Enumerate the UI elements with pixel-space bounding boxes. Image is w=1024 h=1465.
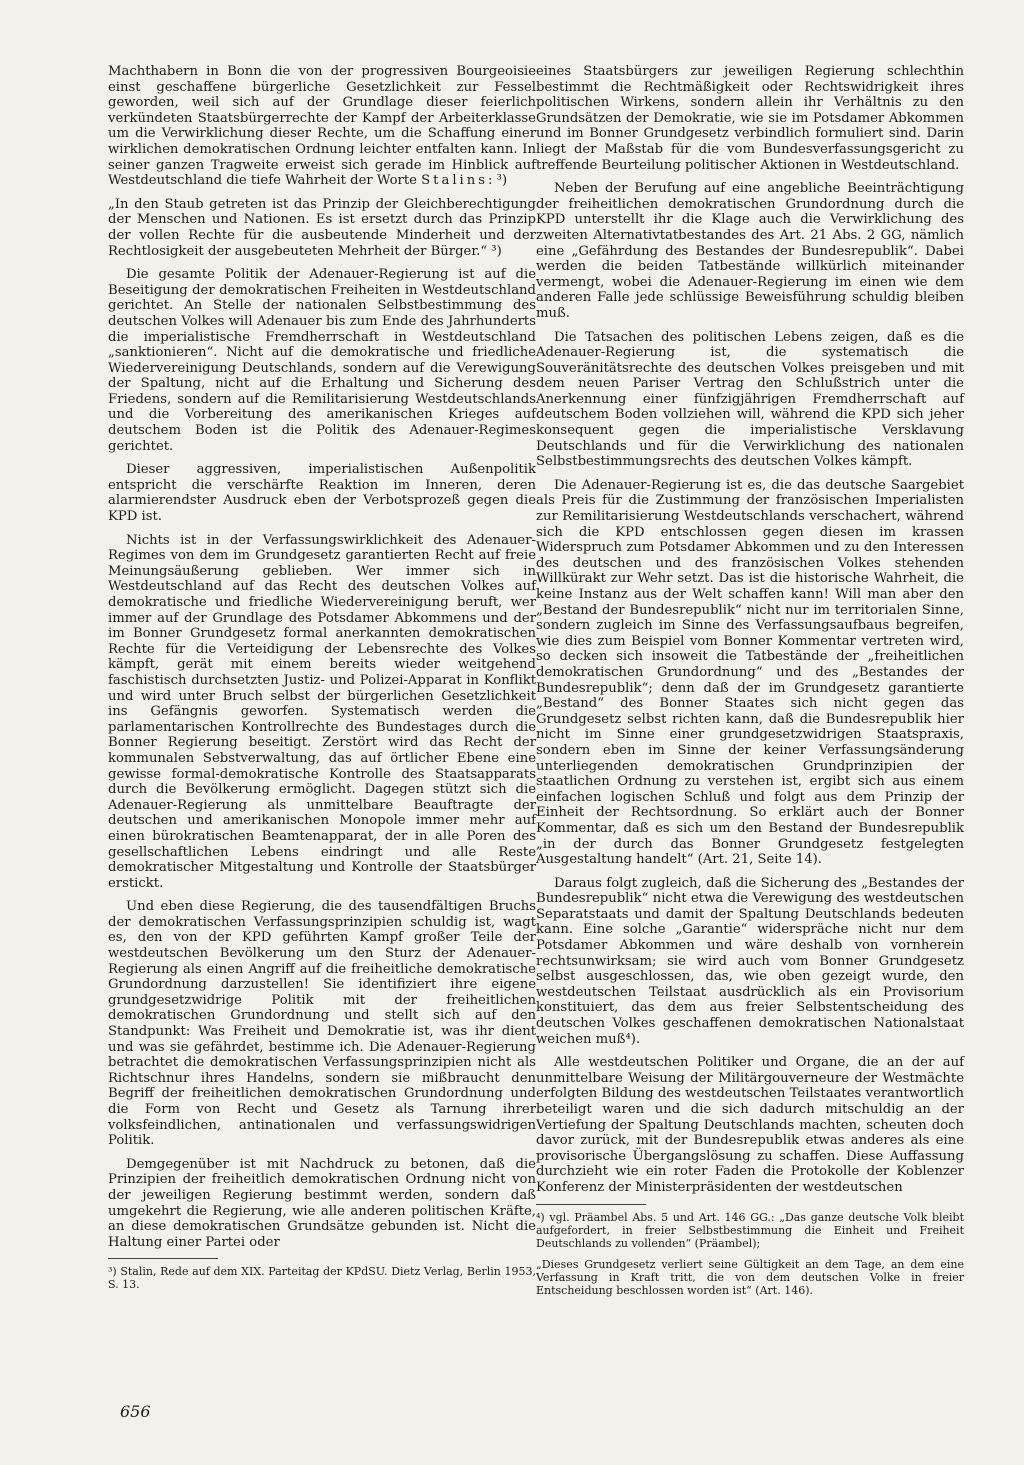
paragraph: Neben der Berufung auf eine angebliche Beeinträchtigung der freiheitlichen demokratischen Grundordnung durch die KPD unterstellt ihr die Klage auch die Verwirklichung des zweiten Alternativtatbestandes des Art. 21 Abs. 2 GG, nämlich eine „Gefährdung des Bestandes der Bundesrepublik“. Dabei werden die beiden Tatbestände willkürlich miteinander vermengt, wobei die Adenauer-Regierung im einen wie dem anderen Falle jede schlüssige Beweisführung schuldig bleiben muß. (536, 181, 964, 321)
right-column (536, 64, 964, 1305)
page-number: 656 (120, 1402, 151, 1421)
footnote-divider (108, 1258, 218, 1259)
block-quote: „In den Staub getreten ist das Prinzip der Gleichberechtigung der Menschen und Nationen. Es ist ersetzt durch das Prinzip der vollen Rechte für die ausbeutende Minderheit und der Rechtlosigkeit der ausgebeuteten Mehrheit der Bürger.“ ³) (108, 196, 536, 259)
left-column (108, 64, 536, 1299)
paragraph: Alle westdeutschen Politiker und Organe, die an der auf unmittelbare Weisung der Militärgouverneure der Westmächte erfolgten Bildung des westdeutschen Teilstaates verantwortlich beteiligt waren und die sich dadurch mitschuldig an der Vertiefung der Spaltung Deutschlands machten, scheuten doch davor zurück, mit der Bundesrepublik etwas anderes als eine provisorische Übergangslösung zu schaffen. Diese Auffassung durchzieht wie ein roter Faden die Protokolle der Koblenzer Konferenz der Ministerpräsidenten der westdeutschen (536, 1055, 964, 1195)
paragraph: Machthabern in Bonn die von der progressiven Bourgeoisie einst geschaffene bürgerliche Gesetzlichkeit zur Fessel geworden, weil sich auf der Grundlage dieser feierlich verkündeten Staatsbürgerrechte der Kampf der Arbeiterklasse um die Verwirklichung dieser Rechte, um die Schaffung einer wirklichen demokratischen Ordnung leichter entfalten kann. In seiner ganzen Tragweite erweist sich gerade im Hinblick auf Westdeutschland die tiefe Wahrheit der Worte Stalins: ³) (108, 64, 536, 189)
paragraph: Nichts ist in der Verfassungswirklichkeit des Adenauer-Regimes von dem im Grundgesetz garantierten Recht auf freie Meinungsäußerung geblieben. Wer immer sich in Westdeutschland auf das Recht des deutschen Volkes auf demokratische und friedliche Wiedervereinigung beruft, wer immer auf der Grundlage des Potsdamer Abkommens und der im Bonner Grundgesetz formal anerkannten demokratischen Rechte für die Verteidigung der Lebensrechte des Volkes kämpft, gerät mit einem bereits wieder weitgehend faschistisch durchsetzten Justiz- und Polizei-Apparat in Konflikt und wird unter Bruch selbst der bürgerlichen Gesetzlichkeit ins Gefängnis geworfen. Systematisch werden die parlamentarischen Kontrollrechte des Bundestages durch die Bonner Regierung beseitigt. Zerstört wird das Recht der kommunalen Sebstverwaltung, das auf örtlicher Ebene eine gewisse formal-demokratische Kontrolle des Staatsapparats durch die Bevölkerung ermöglicht. Dagegen stützt sich die Adenauer-Regierung als unmittelbare Beauftragte der deutschen und amerikanischen Monopole immer mehr auf einen bürokratischen Beamtenapparat, der in alle Poren des gesellschaftlichen Lebens eindringt und alle Reste demokratischer Mitgestaltung und Kontrolle der Staatsbürger erstickt. (108, 532, 536, 891)
paragraph: Die Adenauer-Regierung ist es, die das deutsche Saargebiet als Preis für die Zustimmung der französischen Imperialisten zur Remilitarisierung Westdeutschlands verschachert, während sich die KPD entschlossen gegen diesen im krassen Widerspruch zum Potsdamer Abkommen und zu den Interessen des deutschen und des französischen Volkes stehenden Willkürakt zur Wehr setzt. Das ist die historische Wahrheit, die keine Instanz aus der Welt schaffen kann! Will man aber den „Bestand der Bundesrepublik“ nicht nur im territorialen Sinne, sondern zugleich im Sinne des Verfassungsaufbaus begreifen, wie dies zum Beispiel vom Bonner Kommentar vertreten wird, so decken sich insoweit die Tatbestände der „freiheitlichen demokratischen Grundordnung“ und des „Bestandes der Bundesrepublik“; denn daß der im Grundgesetz garantierte „Bestand“ des Bonner Staates sich nicht gegen das Grundgesetz selbst richten kann, daß die Bundesrepublik hier nicht im Sinne einer grundgesetzwidrigen Staatspraxis, sondern eben im Sinne der keiner Verfassungsänderung unterliegenden demokratischen Grundprinzipien der staatlichen Ordnung zu verstehen ist, ergibt sich aus einem einfachen logischen Schluß und folgt aus dem Prinzip der Einheit der Rechtsordnung. So erklärt auch der Bonner Kommentar, daß es sich um den Bestand der Bundesrepublik „in der durch das Bonner Grundgesetz festgelegten Ausgestaltung handelt“ (Art. 21, Seite 14). (536, 477, 964, 868)
paragraph: Und eben diese Regierung, die des tausendfältigen Bruchs der demokratischen Verfassungsprinzipien schuldig ist, wagt es, den von der KPD geführten Kampf großer Teile der westdeutschen Bevölkerung um den Sturz der Adenauer-Regierung als einen Angriff auf die freiheitliche demokratische Grundordnung darzustellen! Sie identifiziert ihre eigene grundgesetzwidrige Politik mit der freiheitlichen demokratischen Grundordnung und stellt sich auf den Standpunkt: Was Freiheit und Demokratie ist, was ihr dient und was sie gefährdet, bestimme ich. Die Adenauer-Regierung betrachtet die demokratischen Verfassungsprinzipien nicht als Richtschnur ihres Handelns, sondern sie mißbraucht den Begriff der freiheitlichen demokratischen Grundordnung und die Form von Recht und Gesetz als Tarnung ihrer volksfeindlichen, antinationalen und verfassungswidrigen Politik. (108, 899, 536, 1149)
footnote: ³) Stalin, Rede auf dem XIX. Parteitag der KPdSU. Dietz Verlag, Berlin 1953, S. 13. (108, 1265, 536, 1292)
footnote-divider (536, 1204, 646, 1205)
emphasized-name: Stalins (421, 173, 489, 189)
footnote: ⁴) vgl. Präambel Abs. 5 und Art. 146 GG.: „Das ganze deutsche Volk bleibt aufgefordert, in freier Selbstbestimmung die Einheit und Freiheit Deutschlands zu vollenden“ (Präambel); (536, 1210, 964, 1250)
paragraph: eines Staatsbürgers zur jeweiligen Regierung schlechthin bestimmt die Rechtmäßigkeit oder Rechtswidrigkeit ihres politischen Wirkens, sondern allein ihr Verhältnis zu den Grundsätzen der Demokratie, wie sie im Potsdamer Abkommen und im Bonner Grundgesetz verbindlich formuliert sind. Darin liegt der Maßstab für die vom Bundesverfassungsgericht zu treffende Beurteilung politischer Aktionen in Westdeutschland. (536, 64, 964, 173)
paragraph: Demgegenüber ist mit Nachdruck zu betonen, daß die Prinzipien der freiheitlich demokratischen Ordnung nicht von der jeweiligen Regierung bestimmt werden, sondern daß umgekehrt die Regierung, wie alle anderen politischen Kräfte, an diese demokratischen Grundsätze gebunden ist. Nicht die Haltung einer Partei oder (108, 1156, 536, 1250)
paragraph: Daraus folgt zugleich, daß die Sicherung des „Bestandes der Bundesrepublik“ nicht etwa die Verewigung des westdeutschen Separatstaats und damit der Spaltung Deutschlands bedeuten kann. Eine solche „Garantie“ widerspräche nicht nur dem Potsdamer Abkommen und wäre deshalb von vornherein rechtsunwirksam; sie wird auch vom Bonner Grundgesetz selbst ausgeschlossen, das, wie oben gezeigt wurde, den westdeutschen Teilstaat ausdrücklich als ein Provisorium konstituiert, das dem aus freier Selbstentscheidung des deutschen Volkes geschaffenen demokratischen Nationalstaat weichen muß⁴). (536, 875, 964, 1047)
paragraph: Die Tatsachen des politischen Lebens zeigen, daß es die Adenauer-Regierung ist, die systematisch die Souveränitätsrechte des deutschen Volkes preisgeben und mit dem neuen Pariser Vertrag den Schlußstrich unter die Anerkennung einer fünfzigjährigen Fremdherrschaft auf deutschem Boden vollziehen will, während die KPD sich jeher konsequent gegen die imperialistische Versklavung Deutschlands und für die Verwirklichung des nationalen Selbstbestimmungsrechts des deutschen Volkes kämpft. (536, 329, 964, 470)
paragraph: Die gesamte Politik der Adenauer-Regierung ist auf die Beseitigung der demokratischen Freiheiten in Westdeutschland gerichtet. An Stelle der nationalen Selbstbestimmung des deutschen Volkes will Adenauer bis zum Ende des Jahrhunderts die imperialistische Fremdherrschaft in Westdeutschland „sanktionieren“. Nicht auf die demokratische und friedliche Wiedervereinigung Deutschlands, sondern auf die Verewigung der Spaltung, nicht auf die Erhaltung und Sicherung des Friedens, sondern auf die Remilitarisierung Westdeutschlands und die Vorbereitung des amerikanischen Krieges auf deutschem Boden ist die Politik des Adenauer-Regimes gerichtet. (108, 267, 536, 454)
footnote: „Dieses Grundgesetz verliert seine Gültigkeit an dem Tage, an dem eine Verfassung in Kraft tritt, die von dem deutschen Volke in freier Entscheidung beschlossen worden ist“ (Art. 146). (536, 1257, 964, 1297)
paragraph: Dieser aggressiven, imperialistischen Außenpolitik entspricht die verschärfte Reaktion im Inneren, deren alarmierendster Ausdruck eben der Verbotsprozeß gegen die KPD ist. (108, 462, 536, 525)
